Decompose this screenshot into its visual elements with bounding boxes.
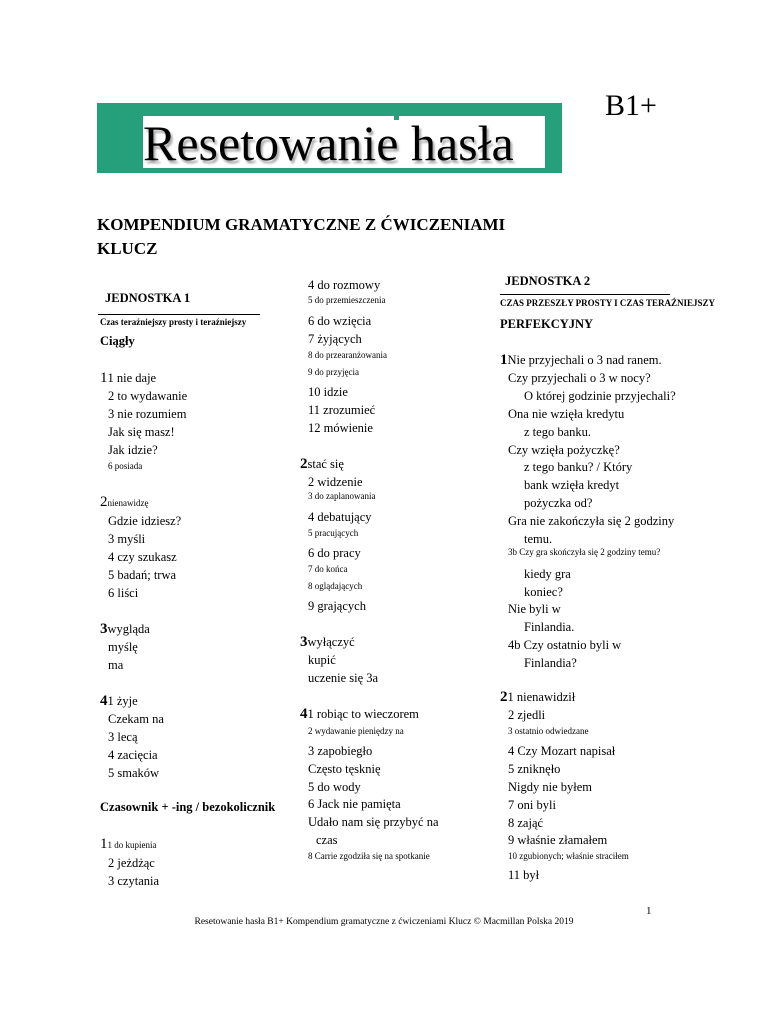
answer-line: 5 smaków	[108, 766, 160, 780]
answer-line: 4 czy szukasz	[108, 550, 177, 564]
answer-line: 6 do wzięcia	[308, 314, 372, 328]
exercise-number: 3	[100, 621, 108, 637]
answer-line: O której godzinie przyjechali?	[524, 389, 676, 403]
answer-line: 3b Czy gra skończyła się 2 godziny temu?	[508, 547, 661, 557]
exercise-first-line: 11 do kupienia	[100, 836, 157, 852]
answer-line: 8 oglądających	[308, 581, 363, 591]
exercise-first-line: 3wygląda	[100, 621, 150, 637]
answer-line: 11 zrozumieć	[308, 403, 376, 417]
exercise-number: 1	[500, 352, 508, 368]
answer-line: 7 żyjących	[308, 332, 362, 346]
exercise-number: 1	[100, 836, 108, 852]
exercise-first-line: 41 robiąc to wieczorem	[300, 706, 419, 722]
exercise-first-line: 2nienawidzę	[100, 494, 149, 510]
answer-line: Nigdy nie byłem	[508, 780, 593, 794]
divider	[98, 314, 260, 315]
answer-line: 4 debatujący	[308, 510, 372, 524]
unit-heading: JEDNOSTKA 2	[505, 274, 591, 288]
answer-line: Ona nie wzięła kredytu	[508, 407, 625, 421]
answer-line: 10 idzie	[308, 385, 348, 399]
level-label: B1+	[605, 89, 657, 122]
exercise-number: 2	[300, 456, 308, 472]
answer-line: Jak się masz!	[108, 425, 175, 439]
answer-line: Jak idzie?	[108, 443, 158, 457]
exercise-first-line: 21 nienawidził	[500, 689, 576, 705]
page-number: 1	[646, 905, 652, 917]
exercise-first-line: 41 żyje	[100, 693, 138, 709]
answer-line: 2 to wydawanie	[108, 389, 188, 403]
exercise-number: 4	[300, 706, 308, 722]
answer-line: Czy wzięła pożyczkę?	[508, 443, 620, 457]
answer-line: 5 pracujących	[308, 528, 359, 538]
answer-line: 3 czytania	[108, 874, 160, 888]
section-heading-2: Ciągły	[100, 334, 135, 348]
answer-line: z tego banku.	[524, 425, 591, 439]
answer-line: 7 do końca	[308, 564, 348, 574]
exercise-first-line: 2stać się	[300, 456, 344, 472]
answer-line: 6 liści	[108, 586, 139, 600]
answer-line: 2 widzenie	[308, 475, 363, 489]
exercise-first-line: 1Nie przyjechali o 3 nad ranem.	[500, 352, 662, 368]
answer-line: 6 Jack nie pamięta	[308, 797, 401, 811]
answer-line: 4 do rozmowy	[308, 278, 381, 292]
section-heading: Czas teraźniejszy prosty i teraźniejszy	[100, 317, 247, 327]
exercise-first-line: 3wyłączyć	[300, 634, 355, 650]
answer-line: 2 zjedli	[508, 708, 546, 722]
answer-line: 3 zapobiegło	[308, 744, 373, 758]
section-heading: CZAS PRZESZŁY PROSTY I CZAS TERAŹNIEJSZY	[500, 298, 715, 308]
answer-line: 3 myśli	[108, 532, 146, 546]
answer-line: 8 zająć	[508, 816, 544, 830]
answer-line: kiedy gra	[524, 567, 571, 581]
answer-line: 6 posiada	[108, 461, 143, 471]
answer-line: Gra nie zakończyła się 2 godziny	[508, 514, 675, 528]
answer-line: 12 mówienie	[308, 421, 373, 435]
answer-line: 3 do zaplanowania	[308, 491, 376, 501]
page-title: Resetowanie hasła	[143, 115, 514, 171]
answer-line: 8 do przearanżowania	[308, 350, 387, 360]
answer-line: Finlandia.	[524, 620, 575, 634]
section-heading-3: Czasownik + -ing / bezokolicznik	[100, 800, 276, 814]
answer-line: Czy przyjechali o 3 w nocy?	[508, 371, 651, 385]
answer-line: 9 do przyjęcia	[308, 367, 359, 377]
answer-line: 9 właśnie złamałem	[508, 833, 608, 847]
answer-line: 11 był	[508, 868, 540, 882]
subtitle: KOMPENDIUM GRAMATYCZNE Z ĆWICZENIAMI KLUCZ	[97, 215, 506, 258]
answer-line: ma	[108, 658, 124, 672]
answer-line: 8 Carrie zgodziła się na spotkanie	[308, 851, 430, 861]
answer-line: myślę	[108, 640, 138, 654]
answer-line: 2 jeżdżąc	[108, 856, 155, 870]
answer-line: 3 lecą	[108, 730, 138, 744]
answer-line: 5 zniknęło	[508, 762, 561, 776]
answer-line: 4b Czy ostatnio byli w	[508, 638, 622, 652]
answer-line: pożyczka od?	[524, 496, 593, 510]
answer-line: bank wzięła kredyt	[524, 478, 620, 492]
exercise-number: 4	[100, 693, 108, 709]
answer-line: 6 do pracy	[308, 546, 361, 560]
answer-line: 9 grających	[308, 599, 366, 613]
answer-line: Udało nam się przybyć na	[308, 815, 439, 829]
answer-line: 5 do wody	[308, 780, 361, 794]
unit-heading: JEDNOSTKA 1	[105, 291, 191, 305]
answer-line: Finlandia?	[524, 656, 577, 670]
exercise-number: 2	[100, 494, 108, 510]
answer-line: 4 zacięcia	[108, 748, 158, 762]
exercise-number: 3	[300, 634, 308, 650]
exercise-number: 2	[500, 689, 508, 705]
answer-line: Często tęsknię	[308, 762, 381, 776]
footer-text: Resetowanie hasła B1+ Kompendium gramatyczne z ćwiczeniami Klucz © Macmillan Polska 2019	[194, 917, 574, 927]
answer-line: 5 do przemieszczenia	[308, 295, 386, 305]
answer-line: z tego banku? / Który	[524, 460, 633, 474]
answer-line: 2 wydawanie pieniędzy na	[308, 726, 404, 736]
answer-line: 3 nie rozumiem	[108, 407, 187, 421]
answer-line: 5 badań; trwa	[108, 568, 177, 582]
exercise-number: 1	[100, 370, 108, 386]
section-heading-2: PERFEKCYJNY	[500, 317, 594, 331]
answer-line: Czekam na	[108, 712, 164, 726]
answer-line: 4 Czy Mozart napisał	[508, 744, 616, 758]
answer-line: Gdzie idziesz?	[108, 514, 182, 528]
answer-line: uczenie się 3a	[308, 671, 379, 685]
answer-line: Nie byli w	[508, 602, 561, 616]
answer-line: temu.	[524, 532, 553, 546]
answer-line: 3 ostatnio odwiedzane	[508, 726, 589, 736]
answer-line: 10 zgubionych; właśnie straciłem	[508, 851, 629, 861]
divider	[500, 294, 670, 295]
answer-line: kupić	[308, 653, 336, 667]
exercise-first-line: 11 nie daje	[100, 370, 157, 386]
answer-line: czas	[316, 833, 338, 847]
answer-line: 7 oni byli	[508, 798, 556, 812]
answer-line: koniec?	[524, 585, 563, 599]
